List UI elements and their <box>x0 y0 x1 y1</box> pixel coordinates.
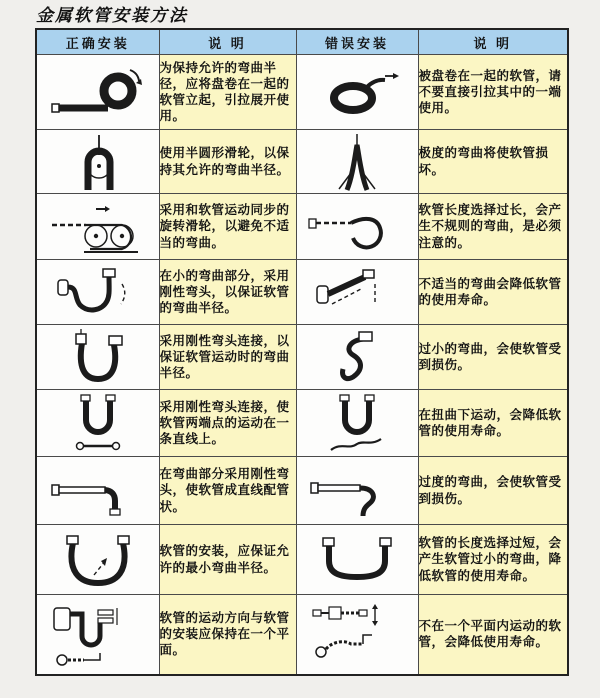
table-row <box>36 525 568 595</box>
correct-note-cell: 采用刚性弯头连接，使软管两端点的运动在一条直线上。 <box>159 390 296 457</box>
table-row <box>36 457 568 525</box>
wrong-note-cell: 极度的弯曲将使软管损坏。 <box>418 130 568 194</box>
hose-over-semicircular-pulley-icon <box>46 133 150 191</box>
hose-rigid-elbow-connection-icon <box>46 327 150 387</box>
wrong-note-cell: 在扭曲下运动，会降低软管的使用寿命。 <box>418 390 568 457</box>
wrong-note-cell: 过度的弯曲，会使软管受到损伤。 <box>418 457 568 525</box>
table-row <box>36 130 568 194</box>
hose-minimum-bend-radius-u-icon <box>46 529 150 591</box>
hose-u-twisted-motion-icon <box>305 392 409 454</box>
hose-extreme-sharp-bend-icon <box>305 133 409 191</box>
wrong-image-cell <box>296 130 418 194</box>
header-correct-note: 说 明 <box>159 29 296 55</box>
correct-image-cell <box>36 130 159 194</box>
wrong-image-cell <box>296 260 418 325</box>
wrong-note-cell: 软管长度选择过长，会产生不规则的弯曲，是必须注意的。 <box>418 194 568 260</box>
wrong-note-cell: 不在一个平面内运动的软管，会降低使用寿命。 <box>418 595 568 675</box>
hose-rigid-elbow-small-bend-icon <box>46 262 150 322</box>
page-title: 金属软管安装方法 <box>36 6 188 26</box>
coiled-hose-pull-one-end-icon <box>305 62 409 122</box>
correct-image-cell <box>36 260 159 325</box>
header-correct-install: 正确安装 <box>36 29 159 55</box>
hose-synchronized-rollers-icon <box>46 197 150 257</box>
header-wrong-install: 错误安装 <box>296 29 418 55</box>
wrong-note-cell: 过小的弯曲，会使软管受到损伤。 <box>418 325 568 390</box>
correct-note-cell: 采用刚性弯头连接，以保证软管运动时的弯曲半径。 <box>159 325 296 390</box>
wrong-image-cell <box>296 55 418 130</box>
wrong-image-cell <box>296 595 418 675</box>
wrong-note-cell: 不适当的弯曲会降低软管的使用寿命。 <box>418 260 568 325</box>
table-row <box>36 390 568 457</box>
wrong-image-cell <box>296 525 418 595</box>
correct-image-cell <box>36 390 159 457</box>
hose-motion-in-one-plane-icon <box>46 598 150 670</box>
wrong-note-cell: 软管的长度选择过短，会产生软管过小的弯曲，降低软管的使用寿命。 <box>418 525 568 595</box>
correct-note-cell: 软管的运动方向与软管的安装应保持在一个平面。 <box>159 595 296 675</box>
coiled-hose-stand-uncoil-icon <box>46 62 150 122</box>
table-row <box>36 260 568 325</box>
correct-image-cell <box>36 325 159 390</box>
table-row <box>36 325 568 390</box>
hose-too-short-flat-u-icon <box>305 529 409 591</box>
correct-image-cell <box>36 194 159 260</box>
header-row <box>36 29 568 55</box>
hose-excessive-bend-at-end-icon <box>305 463 409 519</box>
hose-too-long-irregular-loop-icon <box>305 197 409 257</box>
installation-table <box>35 28 569 676</box>
correct-image-cell <box>36 457 159 525</box>
wrong-image-cell <box>296 325 418 390</box>
correct-image-cell <box>36 55 159 130</box>
correct-note-cell: 为保持允许的弯曲半径，应将盘卷在一起的软管立起，引拉展开使用。 <box>159 55 296 130</box>
correct-note-cell: 采用和软管运动同步的旋转滑轮，以避免不适当的弯曲。 <box>159 194 296 260</box>
correct-image-cell <box>36 525 159 595</box>
hose-motion-out-of-plane-icon <box>305 598 409 670</box>
wrong-image-cell <box>296 390 418 457</box>
wrong-image-cell <box>296 194 418 260</box>
table-row <box>36 55 568 130</box>
correct-image-cell <box>36 595 159 675</box>
table-row <box>36 595 568 675</box>
correct-note-cell: 使用半圆形滑轮，以保持其允许的弯曲半径。 <box>159 130 296 194</box>
wrong-image-cell <box>296 457 418 525</box>
correct-note-cell: 在弯曲部分采用刚性弯头，使软管成直线配管状。 <box>159 457 296 525</box>
hose-u-ends-linear-motion-icon <box>46 392 150 454</box>
correct-note-cell: 在小的弯曲部分，采用刚性弯头，以保证软管的弯曲半径。 <box>159 260 296 325</box>
hose-too-small-bend-icon <box>305 327 409 387</box>
hose-improper-bend-icon <box>305 262 409 322</box>
hose-straight-with-rigid-elbow-icon <box>46 463 150 519</box>
correct-note-cell: 软管的安装，应保证允许的最小弯曲半径。 <box>159 525 296 595</box>
header-wrong-note: 说 明 <box>418 29 568 55</box>
wrong-note-cell: 被盘卷在一起的软管，请不要直接引拉其中的一端使用。 <box>418 55 568 130</box>
table-row <box>36 194 568 260</box>
